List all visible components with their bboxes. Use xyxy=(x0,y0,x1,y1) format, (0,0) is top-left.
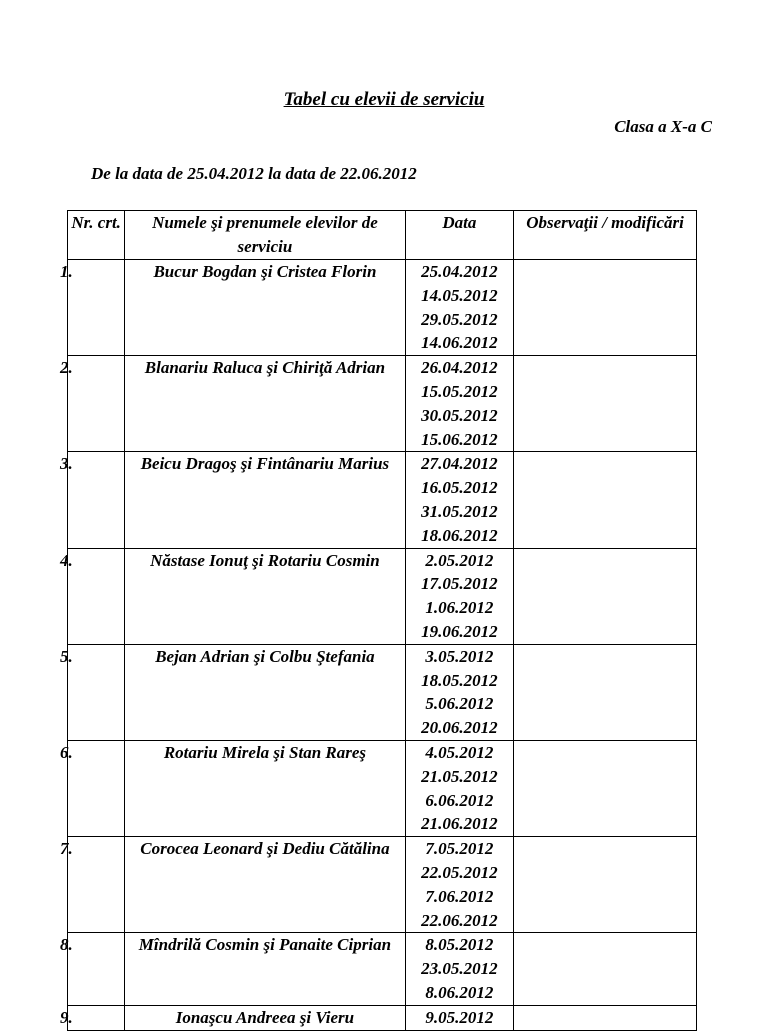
duty-date: 4.05.2012 xyxy=(425,742,494,762)
duty-date: 14.06.2012 xyxy=(421,333,498,353)
row-number: 8. xyxy=(60,935,73,955)
observations-cell xyxy=(514,260,697,356)
duty-date: 2.05.2012 xyxy=(425,550,494,570)
row-number-cell xyxy=(60,740,125,836)
observations-cell xyxy=(514,740,697,836)
duty-date: 22.05.2012 xyxy=(421,862,498,882)
duty-date: 19.06.2012 xyxy=(421,621,498,641)
duty-date: 22.06.2012 xyxy=(421,910,498,930)
roster-body xyxy=(60,260,697,1031)
duty-date: 9.05.2012 xyxy=(425,1007,494,1027)
document-title: Tabel cu elevii de serviciu xyxy=(283,89,485,110)
row-number-cell xyxy=(60,1005,125,1030)
student-names: Ionaşcu Andreea şi Vieru xyxy=(125,1005,405,1030)
student-names: Năstase Ionuţ şi Rotariu Cosmin xyxy=(125,548,405,644)
duty-date: 16.05.2012 xyxy=(421,478,498,498)
duty-date: 31.05.2012 xyxy=(421,501,498,521)
row-number-cell xyxy=(60,837,125,933)
duty-dates xyxy=(405,933,514,1005)
table-row xyxy=(68,740,697,836)
duty-date: 15.06.2012 xyxy=(421,429,498,449)
student-names: Bejan Adrian şi Colbu Ştefania xyxy=(125,644,405,740)
observations-cell xyxy=(514,644,697,740)
row-number-cell xyxy=(60,933,125,1005)
table-row xyxy=(68,356,697,452)
row-number: 7. xyxy=(60,839,73,859)
table-row xyxy=(68,837,697,933)
student-names: Rotariu Mirela şi Stan Rareş xyxy=(125,740,405,836)
observations-cell xyxy=(514,837,697,933)
row-number-cell xyxy=(60,356,125,452)
duty-dates xyxy=(405,1005,514,1030)
duty-dates xyxy=(405,644,514,740)
duty-date: 21.05.2012 xyxy=(421,766,498,786)
duty-dates xyxy=(405,452,514,548)
observations-cell xyxy=(514,1005,697,1030)
row-number-cell xyxy=(60,452,125,548)
duty-date: 27.04.2012 xyxy=(421,454,498,474)
duty-dates xyxy=(405,837,514,933)
duty-date: 30.05.2012 xyxy=(421,405,498,425)
row-number: 9. xyxy=(60,1007,73,1027)
row-number: 1. xyxy=(60,262,73,281)
row-number: 3. xyxy=(60,454,73,474)
header-name: Numele şi prenumele elevilor de serviciu xyxy=(125,211,405,260)
row-number: 6. xyxy=(60,742,73,762)
duty-date: 8.05.2012 xyxy=(425,935,494,955)
duty-date: 6.06.2012 xyxy=(425,790,494,810)
table-row xyxy=(68,452,697,548)
header-observations: Observaţii / modificări xyxy=(514,211,697,260)
duty-date: 21.06.2012 xyxy=(421,814,498,834)
duty-date: 5.06.2012 xyxy=(425,694,494,714)
duty-date: 7.05.2012 xyxy=(425,839,494,859)
duty-date: 7.06.2012 xyxy=(425,886,494,906)
table-row xyxy=(68,933,697,1005)
duty-date: 18.05.2012 xyxy=(421,670,498,690)
duty-date: 1.06.2012 xyxy=(425,598,494,618)
class-label: Clasa a X-a C xyxy=(614,117,712,136)
row-number-cell xyxy=(60,260,125,356)
duty-date: 26.04.2012 xyxy=(421,358,498,378)
table-row xyxy=(68,1005,697,1030)
table-row xyxy=(68,260,697,356)
duty-dates xyxy=(405,356,514,452)
student-names: Beicu Dragoş şi Fintânariu Marius xyxy=(125,452,405,548)
duty-date: 3.05.2012 xyxy=(425,646,494,666)
student-names: Bucur Bogdan şi Cristea Florin xyxy=(125,260,405,356)
header-row xyxy=(68,211,697,260)
duty-dates xyxy=(405,260,514,356)
duty-date: 8.06.2012 xyxy=(425,982,494,1002)
duty-date: 15.05.2012 xyxy=(421,381,498,401)
row-number-cell xyxy=(60,644,125,740)
table-row xyxy=(68,548,697,644)
observations-cell xyxy=(514,548,697,644)
observations-cell xyxy=(514,933,697,1005)
header-nr: Nr. crt. xyxy=(68,211,125,260)
period-label: De la data de 25.04.2012 la data de 22.06.2012 xyxy=(91,164,417,183)
observations-cell xyxy=(514,452,697,548)
observations-cell xyxy=(514,356,697,452)
duty-date: 17.05.2012 xyxy=(421,574,498,594)
duty-dates xyxy=(405,548,514,644)
duty-date: 23.05.2012 xyxy=(421,959,498,979)
row-number-cell xyxy=(60,548,125,644)
row-number: 5. xyxy=(60,646,73,666)
header-date: Data xyxy=(405,211,514,260)
duty-date: 18.06.2012 xyxy=(421,525,498,545)
duty-date: 25.04.2012 xyxy=(421,262,498,281)
row-number: 4. xyxy=(60,550,73,570)
duty-date: 14.05.2012 xyxy=(421,285,498,305)
duty-dates xyxy=(405,740,514,836)
duty-date: 20.06.2012 xyxy=(421,718,498,738)
duty-roster-table xyxy=(60,210,697,1031)
student-names: Blanariu Raluca şi Chiriţă Adrian xyxy=(125,356,405,452)
student-names: Mîndrilă Cosmin şi Panaite Ciprian xyxy=(125,933,405,1005)
duty-date: 29.05.2012 xyxy=(421,309,498,329)
student-names: Corocea Leonard şi Dediu Cătălina xyxy=(125,837,405,933)
table-row xyxy=(68,644,697,740)
row-number: 2. xyxy=(60,358,73,378)
